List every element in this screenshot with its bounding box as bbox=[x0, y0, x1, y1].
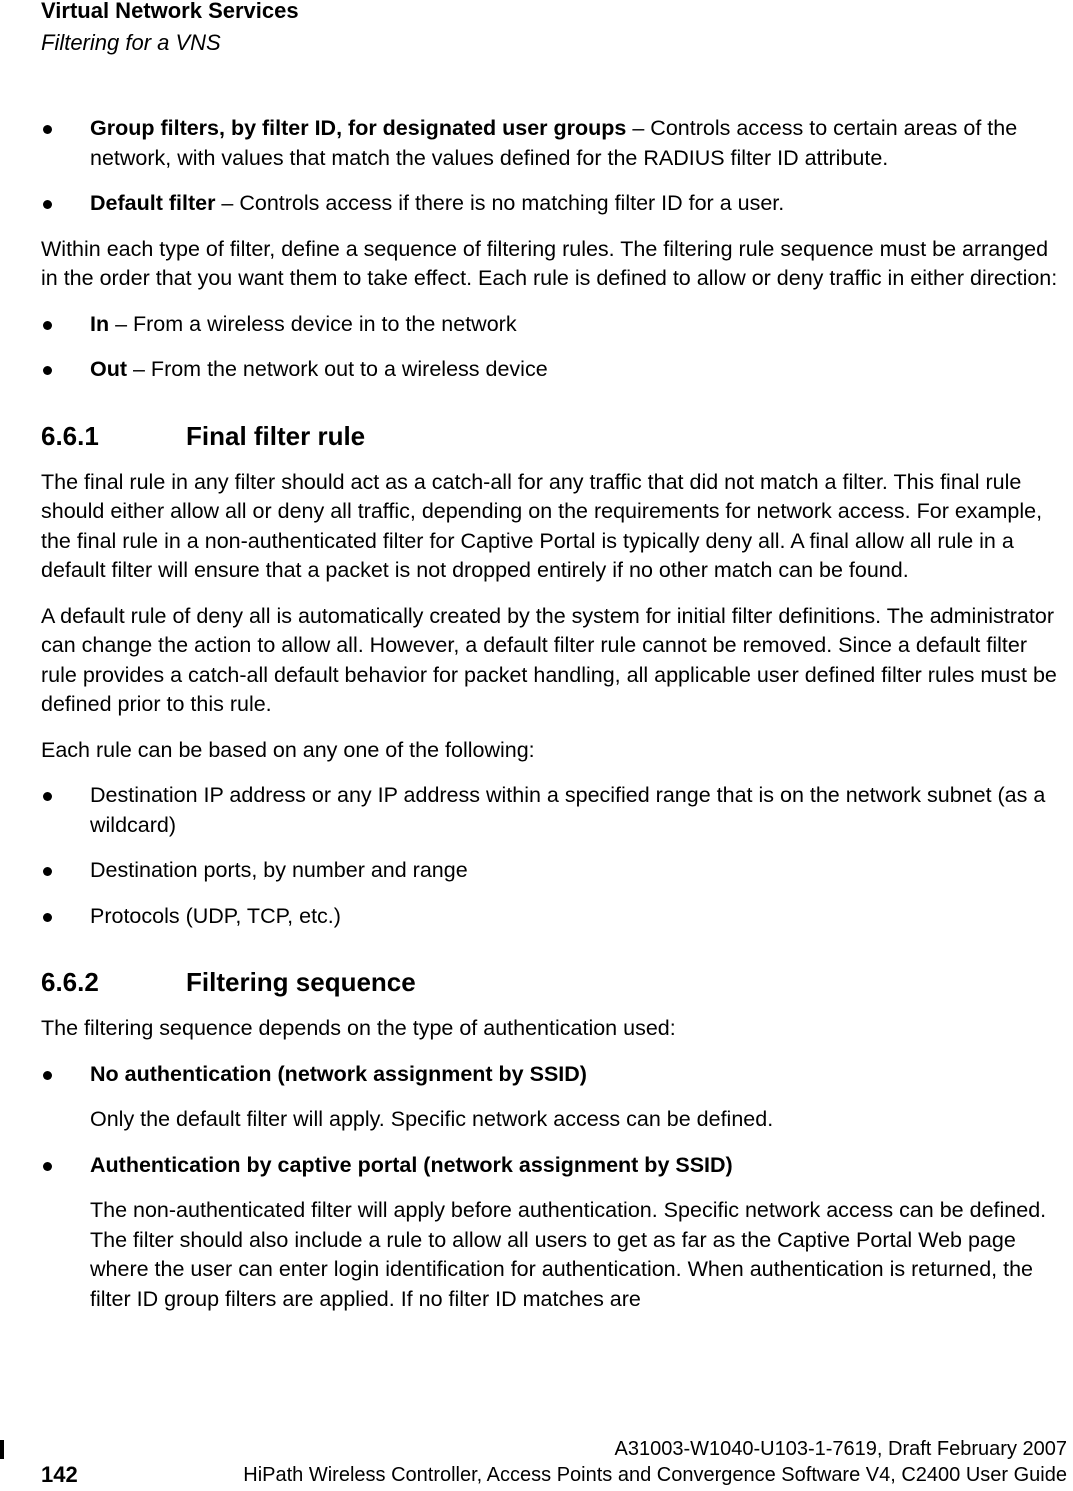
definition: – Controls access to certain areas of the network, with values that match the values defined for the RADIUS filter ID attribute. bbox=[90, 116, 1018, 170]
paragraph: The filtering sequence depends on the type of authentication used: bbox=[41, 1016, 676, 1040]
list-item bbox=[41, 1151, 1068, 1181]
item-heading: No authentication (network assignment by SSID) bbox=[90, 1061, 587, 1086]
bullet-icon bbox=[43, 321, 52, 330]
page-body bbox=[41, 114, 1068, 1314]
bullet-icon bbox=[43, 913, 52, 922]
paragraph: The final rule in any filter should act as a catch-all for any traffic that did not match a filter. This final rule should either allow all or deny all traffic, depending on the requirements for network access. For example, the final rule in a non-authenticated filter for Captive Portal is typically deny all. A final allow all rule in a default filter will ensure that a packet is not dropped entirely if no other match can be found. bbox=[41, 469, 1043, 582]
list-item bbox=[41, 310, 1068, 340]
definition: – From the network out to a wireless device bbox=[127, 357, 548, 381]
term: Default filter bbox=[90, 191, 216, 215]
definition: – From a wireless device in to the network bbox=[109, 311, 517, 336]
page-number: 142 bbox=[41, 1462, 78, 1487]
section-heading bbox=[41, 419, 1068, 453]
footer-guide-title: HiPath Wireless Controller, Access Points and Convergence Software V4, C2400 User Guide bbox=[243, 1464, 1067, 1486]
bullet-icon bbox=[43, 867, 52, 876]
list-item: Destination IP address or any IP address within a specified range that is on the network subnet (as a wildcard) bbox=[41, 781, 1068, 840]
section-title: Final filter rule bbox=[186, 420, 366, 451]
section-number: 6.6.2 bbox=[41, 967, 99, 997]
bullet-icon bbox=[43, 792, 52, 801]
bullet-icon bbox=[43, 366, 52, 375]
list-item: Destination ports, by number and range bbox=[41, 856, 1068, 886]
list-item: Protocols (UDP, TCP, etc.) bbox=[41, 902, 1068, 932]
section-title: Filtering sequence bbox=[186, 967, 416, 997]
running-header-title: Virtual Network Services bbox=[41, 0, 299, 23]
item-body: The non-authenticated filter will apply before authentication. Specific network access can be defined. The filter should also include a rule to allow all users to get as far as the Captive Portal Web page where the user can enter login identification for authentication. When authentication is returned, the filter ID group filters are applied. If no filter ID matches are bbox=[90, 1198, 1047, 1311]
list-item bbox=[41, 189, 1068, 219]
list-item bbox=[41, 114, 1068, 173]
item-heading: Authentication by captive portal (network assignment by SSID) bbox=[90, 1152, 733, 1177]
list-item bbox=[41, 355, 1068, 385]
running-header-subtitle: Filtering for a VNS bbox=[41, 30, 221, 55]
paragraph: Within each type of filter, define a sequence of filtering rules. The filtering rule sequence must be arranged in the order that you want them to take effect. Each rule is defined to allow or deny traffic in either direction: bbox=[41, 236, 1058, 290]
term: Group filters, by filter ID, for designated user groups bbox=[90, 116, 627, 140]
section-number: 6.6.1 bbox=[41, 420, 99, 451]
item-body: Only the default filter will apply. Specific network access can be defined. bbox=[90, 1107, 774, 1131]
bullet-icon bbox=[43, 200, 52, 209]
list-item bbox=[41, 1060, 1068, 1090]
footer-doc-id: A31003-W1040-U103-1-7619, Draft February 2007 bbox=[614, 1438, 1067, 1460]
term: In bbox=[90, 311, 110, 336]
paragraph: A default rule of deny all is automatically created by the system for initial filter definitions. The administrator can change the action to allow all. However, a default filter rule cannot be removed. Since a default filter rule provides a catch-all default behavior for packet handling, all applicable user defined filter rules must be defined prior to this rule. bbox=[41, 603, 1057, 716]
term: Out bbox=[90, 357, 128, 381]
bullet-icon bbox=[43, 1162, 52, 1171]
definition: – Controls access if there is no matching filter ID for a user. bbox=[215, 191, 785, 215]
change-bar bbox=[0, 1440, 4, 1459]
bullet-icon bbox=[43, 1071, 52, 1080]
paragraph: Each rule can be based on any one of the following: bbox=[41, 737, 535, 762]
bullet-icon bbox=[43, 125, 52, 134]
section-heading bbox=[41, 965, 1068, 999]
